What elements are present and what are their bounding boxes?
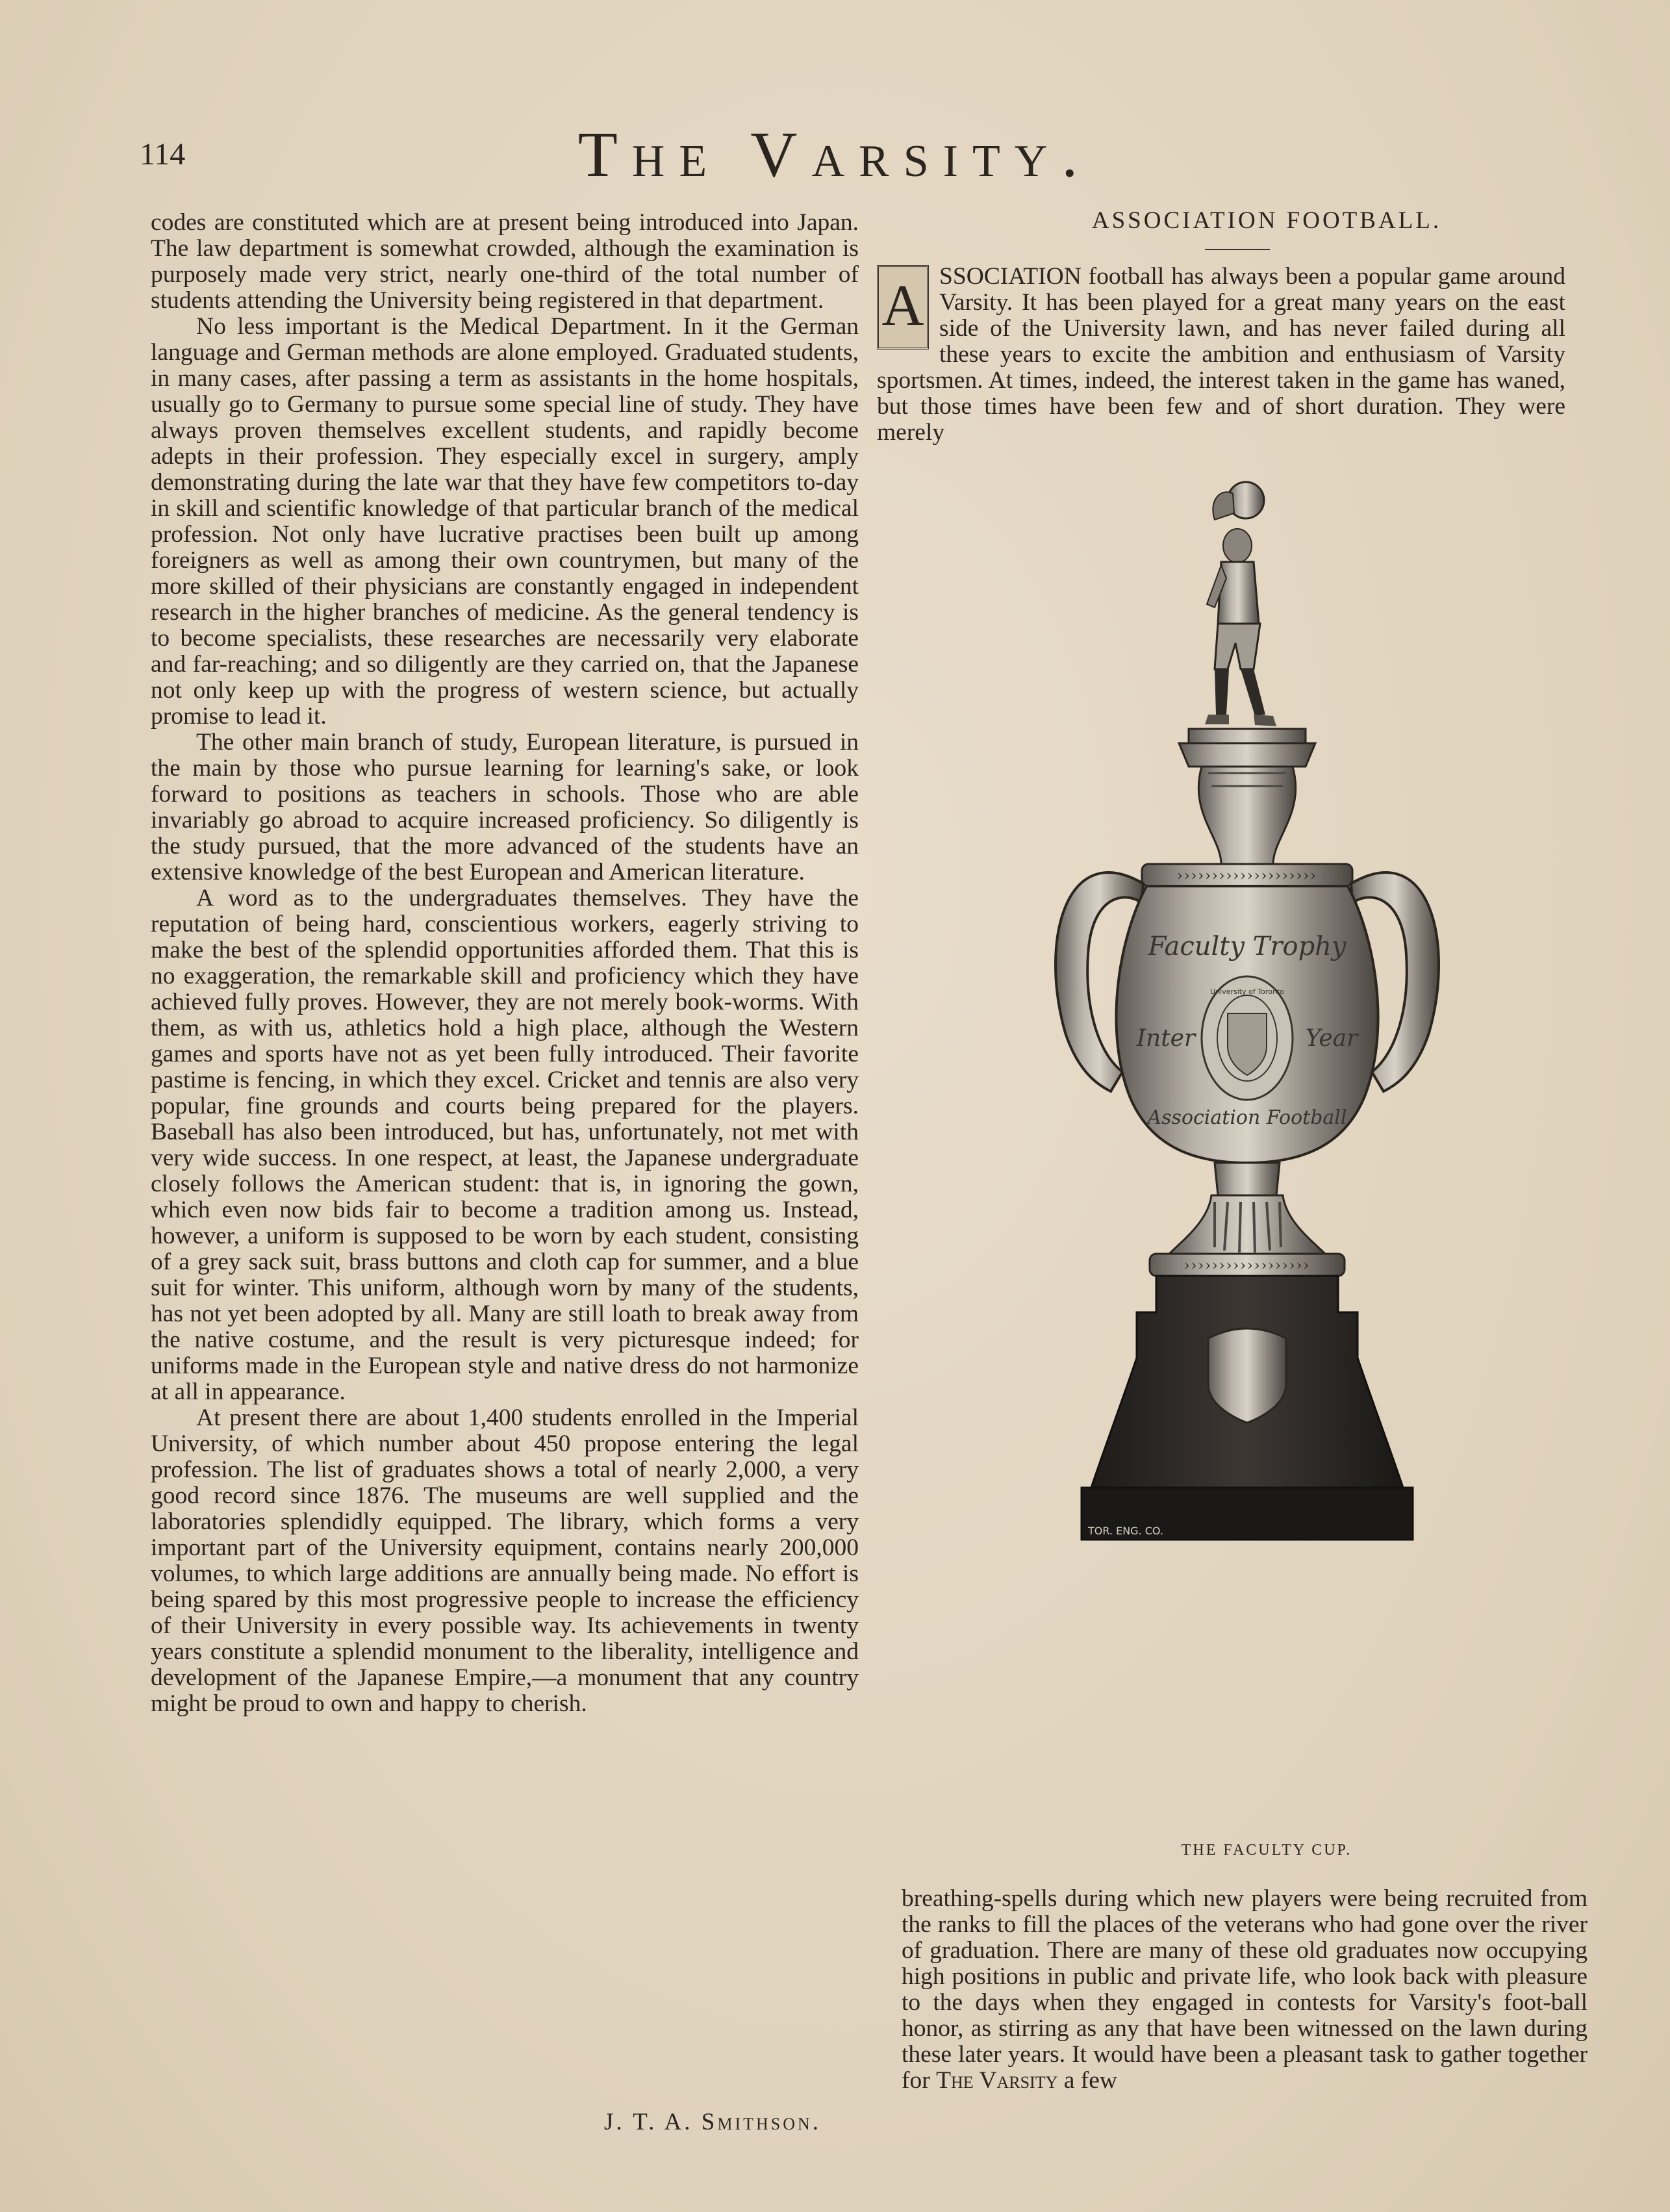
- right-column-intro: [877, 264, 1565, 446]
- faculty-cup-illustration: [1026, 474, 1494, 1838]
- svg-text:››››››››››››››››››: ››››››››››››››››››: [1183, 1258, 1311, 1274]
- left-paragraph-2: No less important is the Medical Department. In it the German language and German methods are alone employed. Graduated students, in many cases, after passing a term as assistants in the home hospitals, usually go to Germany to pursue some special line of study. They have always proven themselves excellent students, and rapidly become adepts in their profession. They especially excel in surgery, amply demonstrating during the late war that they have few competitors to-day in skill and scientific knowledge of that particular branch of the medical profession. Not only have lucrative practises been built up among foreigners as well as among their own countrymen, but many of the more skilled of their physicians are constantly engaged in independent research in the higher branches of medicine. As the general tendency is to become specialists, these researches are necessarily very elaborate and far-reaching; and so diligently are they carried on, that the Japanese not only keep up with the progress of western science, but actually promise to lead it.: [151, 313, 859, 730]
- continuation-varsity: The Varsity: [936, 2067, 1058, 2094]
- left-column: [151, 210, 859, 1717]
- intro-text: SSOCIATION football has always been a popular game around Varsity. It has been played for a great many years on the east side of the University lawn, and has never failed during all these years to excite the ambition and enthusiasm of Varsity sportsmen. At times, indeed, the interest taken in the game has waned, but those times have been few and of short duration. They were merely: [877, 263, 1565, 446]
- image-caption: THE FACULTY CUP.: [1181, 1842, 1352, 1859]
- author-signature: J. T. A. Smithson.: [604, 2109, 822, 2135]
- heading-rule: [1205, 249, 1270, 250]
- engraving-bottom: Association Football: [1147, 1106, 1347, 1129]
- seal-text: University of Toronto: [1210, 987, 1284, 996]
- engraving-left: Inter: [1136, 1025, 1196, 1052]
- ornamental-drop-cap: A: [877, 265, 929, 350]
- engraver-mark: TOR. ENG. CO.: [1088, 1525, 1163, 1537]
- left-paragraph-4: A word as to the undergraduates themselves. They have the reputation of being hard, conscientious workers, eagerly striving to make the best of the splendid opportunities afforded them. That this is no exaggeration, the remarkable skill and proficiency which they have achieved fully proves. However, they are not merely book-worms. With them, as with us, athletics hold a high place, although the Western games and sports have not as yet been fully introduced. Their favorite pastime is fencing, in which they excel. Cricket and tennis are also very popular, fine grounds and courts being prepared for the players. Baseball has also been introduced, but has, unfortunately, not met with very wide success. In one respect, at least, the Japanese undergraduate closely follows the American student: that is, in ignoring the gown, which even now bids fair to become a tradition among us. Instead, however, a uniform is supposed to be worn by each student, consisting of a grey sack suit, brass buttons and cloth cap for summer, and a blue suit for winter. This uniform, although worn by many of the students, has not yet been adopted by all. Many are still loath to break away from the native costume, and the result is very picturesque indeed; for uniforms made in the European style and native dress do not harmonize at all in appearance.: [151, 885, 859, 1405]
- svg-text:››››››››››››››››››››: ››››››››››››››››››››: [1177, 868, 1317, 884]
- section-heading: ASSOCIATION FOOTBALL.: [1091, 207, 1442, 234]
- engraving-right: Year: [1305, 1025, 1358, 1052]
- page-number: 114: [140, 137, 186, 172]
- left-paragraph-3: The other main branch of study, European literature, is pursued in the main by those who pursue learning for learning's sake, or look forward to positions as teachers in schools. Those who are able invariably go abroad to acquire increased proficiency. So diligently is the study pursued, that the more advanced of the students have an extensive knowledge of the best European and American literature.: [151, 729, 859, 885]
- university-seal: [1202, 976, 1293, 1100]
- continuation-text: breathing-spells during which new players were being recruited from the ranks to fill the places of the veterans who had gone over the river of graduation. There are many of these old graduates now occupying high positions in public and private life, who look back with pleasure to the days when they engaged in contests for Varsity's foot-ball honor, as stirring as any that have been witnessed on the lawn during these later years. It would have been a pleasant task to gather together for: [902, 1885, 1588, 2094]
- continuation-end: a few: [1063, 2067, 1117, 2094]
- continuation-paragraph: [902, 1886, 1588, 2094]
- right-column-continuation: [902, 1886, 1588, 2094]
- engraving-top: Faculty Trophy: [1148, 932, 1347, 961]
- left-paragraph-5: At present there are about 1,400 students enrolled in the Imperial University, of which number about 450 propose entering the legal profession. The list of graduates shows a total of nearly 2,000, a very good record since 1876. The museums are well supplied and the laboratories splendidly equipped. The library, which forms a very important part of the University equipment, contains nearly 200,000 volumes, to which large additions are annually being made. No effort is being spared by this most progressive people to increase the efficiency of their University in every possible way. Its achievements in twenty years constitute a splendid monument to the liberality, intelligence and development of the Japanese Empire,—a monument that any country might be proud to own and happy to cherish.: [151, 1405, 859, 1717]
- intro-paragraph: [877, 264, 1565, 446]
- masthead-title: The Varsity.: [577, 118, 1093, 190]
- footballer-figurine: [1205, 482, 1276, 726]
- left-paragraph-1: codes are constituted which are at present being introduced into Japan. The law department is somewhat crowded, although the examination is purposely made very strict, nearly one-third of the total number of students attending the University being registered in that department.: [151, 209, 859, 314]
